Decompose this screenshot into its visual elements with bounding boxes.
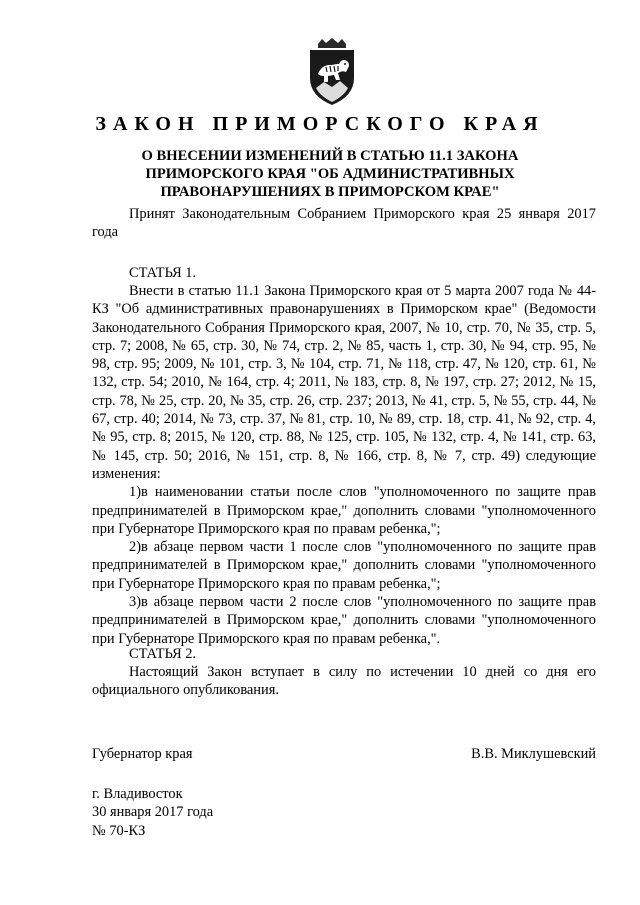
law-subtitle: О ВНЕСЕНИИ ИЗМЕНЕНИЙ В СТАТЬЮ 11.1 ЗАКОНА ПРИМОРСКОГО КРАЯ "ОБ АДМИНИСТРАТИВНЫХ ПРАВОНАРУШЕНИЯХ В ПРИМОРСКОМ КРАЕ" bbox=[141, 148, 519, 200]
article-2-heading-block bbox=[92, 645, 596, 663]
article-2-body bbox=[92, 663, 596, 700]
law-title: ЗАКОН ПРИМОРСКОГО КРАЯ bbox=[95, 113, 545, 135]
article-1-item: 3)в абзаце первом части 2 после слов "уполномоченного по защите прав предпринимателей в Приморском крае," дополнить словами "уполномоченного при Губернаторе Приморского края по правам ребенка,". bbox=[92, 594, 596, 647]
signatory-position: Губернатор края bbox=[92, 746, 193, 762]
article-1-body bbox=[92, 282, 596, 648]
document-footer bbox=[92, 785, 213, 840]
article-1-intro: Внести в статью 11.1 Закона Приморского края от 5 марта 2007 года № 44-КЗ "Об административных правонарушениях в Приморском крае" (Ведомости Законодательного Собрания Приморского края, 2007, № 10, стр. 70, № 35, стр. 5, стр. 7; 2008, № 65, стр. 30, № 74, стр. 2, № 85, часть 1, стр. 30, № 94, стр. 95, № 98, стр. 95; 2009, № 101, стр. 3, № 104, стр. 71, № 118, стр. 47, № 120, стр. 61, № 132, стр. 54; 2010, № 164, стр. 4; 2011, № 183, стр. 8, № 197, стр. 27; 2012, № 15, стр. 78, № 25, стр. 20, № 35, стр. 26, стр. 237; 2013, № 41, стр. 5, № 55, стр. 44, № 67, стр. 40; 2014, № 73, стр. 37, № 81, стр. 10, № 89, стр. 18, стр. 41, № 92, стр. 4, № 95, стр. 8; 2015, № 120, стр. 88, № 125, стр. 105, № 132, стр. 4, № 141, стр. 63, № 145, стр. 50; 2016, № 151, стр. 8, № 166, стр. 8, № 7, стр. 49) следующие изменения: bbox=[92, 283, 596, 482]
article-1-heading: СТАТЬЯ 1. bbox=[129, 265, 197, 281]
footer-date: 30 января 2017 года bbox=[92, 804, 214, 821]
signatory-name: В.В. Миклушевский bbox=[471, 746, 596, 762]
article-2-text: Настоящий Закон вступает в силу по истечении 10 дней со дня его официального опубликования. bbox=[92, 664, 596, 699]
article-2-heading: СТАТЬЯ 2. bbox=[129, 646, 197, 662]
footer-number: № 70-КЗ bbox=[92, 822, 146, 839]
article-1-item: 2)в абзаце первом части 1 после слов "уполномоченного по защите прав предпринимателей в Приморском крае," дополнить словами "уполномоченного при Губернаторе Приморского края по правам ребенка,"; bbox=[92, 539, 596, 592]
article-1-item: 1)в наименовании статьи после слов "уполномоченного по защите прав предпринимателей в Приморском крае," дополнить словами "уполномоченного при Губернаторе Приморского края по правам ребенка,"; bbox=[92, 484, 596, 537]
coat-of-arms-tiger-icon bbox=[304, 38, 360, 106]
adoption-text: Принят Законодательным Собранием Приморского края 25 января 2017 года bbox=[92, 206, 596, 241]
footer-city: г. Владивосток bbox=[92, 786, 183, 802]
article-1-heading-block bbox=[92, 264, 596, 282]
adoption-note bbox=[92, 205, 596, 242]
